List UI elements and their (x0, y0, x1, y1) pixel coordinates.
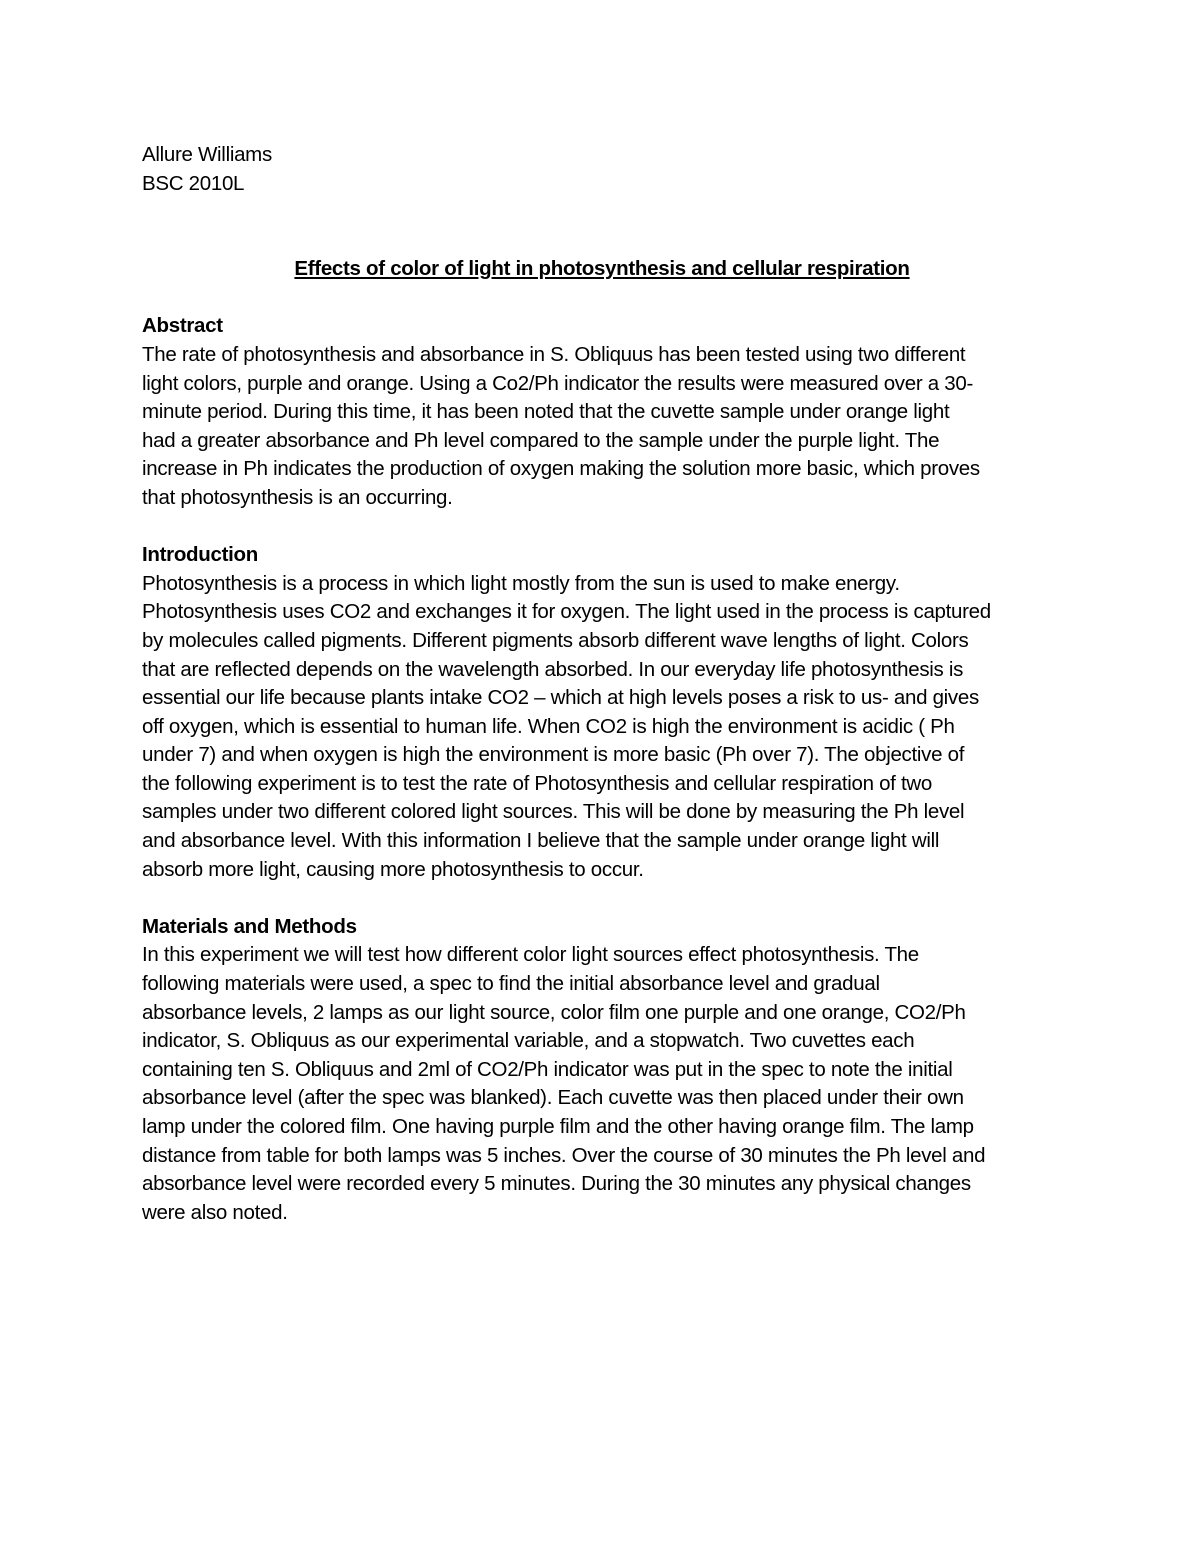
introduction-heading: Introduction (142, 543, 258, 567)
paragraph-line: indicator, S. Obliquus as our experimental variable, and a stopwatch. Two cuvettes each (142, 1029, 915, 1053)
paragraph-line: following materials were used, a spec to find the initial absorbance level and gradual (142, 972, 880, 996)
paragraph-line: the following experiment is to test the rate of Photosynthesis and cellular respiration of two (142, 771, 932, 795)
paragraph-line: distance from table for both lamps was 5 inches. Over the course of 30 minutes the Ph level and (142, 1143, 986, 1167)
paragraph-line: Photosynthesis uses CO2 and exchanges it for oxygen. The light used in the process is captured (142, 600, 991, 624)
paragraph-line: by molecules called pigments. Different pigments absorb different wave lengths of light. Colors (142, 628, 969, 652)
document-body (142, 141, 1062, 1227)
paragraph-line: off oxygen, which is essential to human life. When CO2 is high the environment is acidic ( Ph (142, 714, 955, 738)
paragraph-line: absorbance levels, 2 lamps as our light source, color film one purple and one orange, CO2/Ph (142, 1000, 966, 1024)
methods-heading: Materials and Methods (142, 914, 357, 938)
paragraph-line: The rate of photosynthesis and absorbance in S. Obliquus has been tested using two different (142, 342, 966, 366)
paragraph-line: lamp under the colored film. One having purple film and the other having orange film. The lamp (142, 1115, 974, 1138)
paragraph-line: had a greater absorbance and Ph level compared to the sample under the purple light. The (142, 428, 940, 452)
abstract-heading: Abstract (142, 314, 223, 338)
paragraph-line: that photosynthesis is an occurring. (142, 485, 453, 509)
document-title: Effects of color of light in photosynthesis and cellular respiration (294, 257, 910, 281)
paragraph-line: were also noted. (142, 1200, 288, 1224)
paragraph-line: Photosynthesis is a process in which light mostly from the sun is used to make energy. (142, 571, 900, 595)
paragraph-line: light colors, purple and orange. Using a Co2/Ph indicator the results were measured over a 30- (142, 371, 973, 395)
paragraph-line: and absorbance level. With this information I believe that the sample under orange light will (142, 829, 940, 853)
spacer (142, 284, 1062, 313)
paragraph-line: minute period. During this time, it has been noted that the cuvette sample under orange light (142, 400, 950, 424)
paragraph-line: under 7) and when oxygen is high the environment is more basic (Ph over 7). The objective of (142, 743, 965, 767)
paragraph-line: absorbance level (after the spec was blanked). Each cuvette was then placed under their own (142, 1086, 964, 1110)
paragraph-line: In this experiment we will test how different color light sources effect photosynthesis. The (142, 943, 919, 967)
spacer (142, 884, 1062, 913)
abstract-paragraph (142, 341, 1062, 513)
paragraph-line: absorbance level were recorded every 5 minutes. During the 30 minutes any physical changes (142, 1172, 971, 1196)
methods-paragraph (142, 941, 1062, 1227)
paragraph-line: increase in Ph indicates the production of oxygen making the solution more basic, which proves (142, 457, 980, 481)
spacer (142, 198, 1062, 255)
paragraph-line: absorb more light, causing more photosynthesis to occur. (142, 857, 644, 881)
spacer (142, 513, 1062, 542)
paragraph-line: samples under two different colored light sources. This will be done by measuring the Ph level (142, 800, 965, 824)
methods-section (142, 913, 1062, 1228)
paragraph-line: essential our life because plants intake CO2 – which at high levels poses a risk to us- and gives (142, 686, 979, 710)
paragraph-line: that are reflected depends on the wavelength absorbed. In our everyday life photosynthesis is (142, 657, 964, 681)
abstract-section (142, 312, 1062, 512)
introduction-section (142, 541, 1062, 884)
course-code: BSC 2010L (142, 171, 245, 195)
introduction-paragraph (142, 570, 1062, 885)
author-name: Allure Williams (142, 143, 272, 166)
paragraph-line: containing ten S. Obliquus and 2ml of CO2/Ph indicator was put in the spec to note the initial (142, 1057, 953, 1081)
